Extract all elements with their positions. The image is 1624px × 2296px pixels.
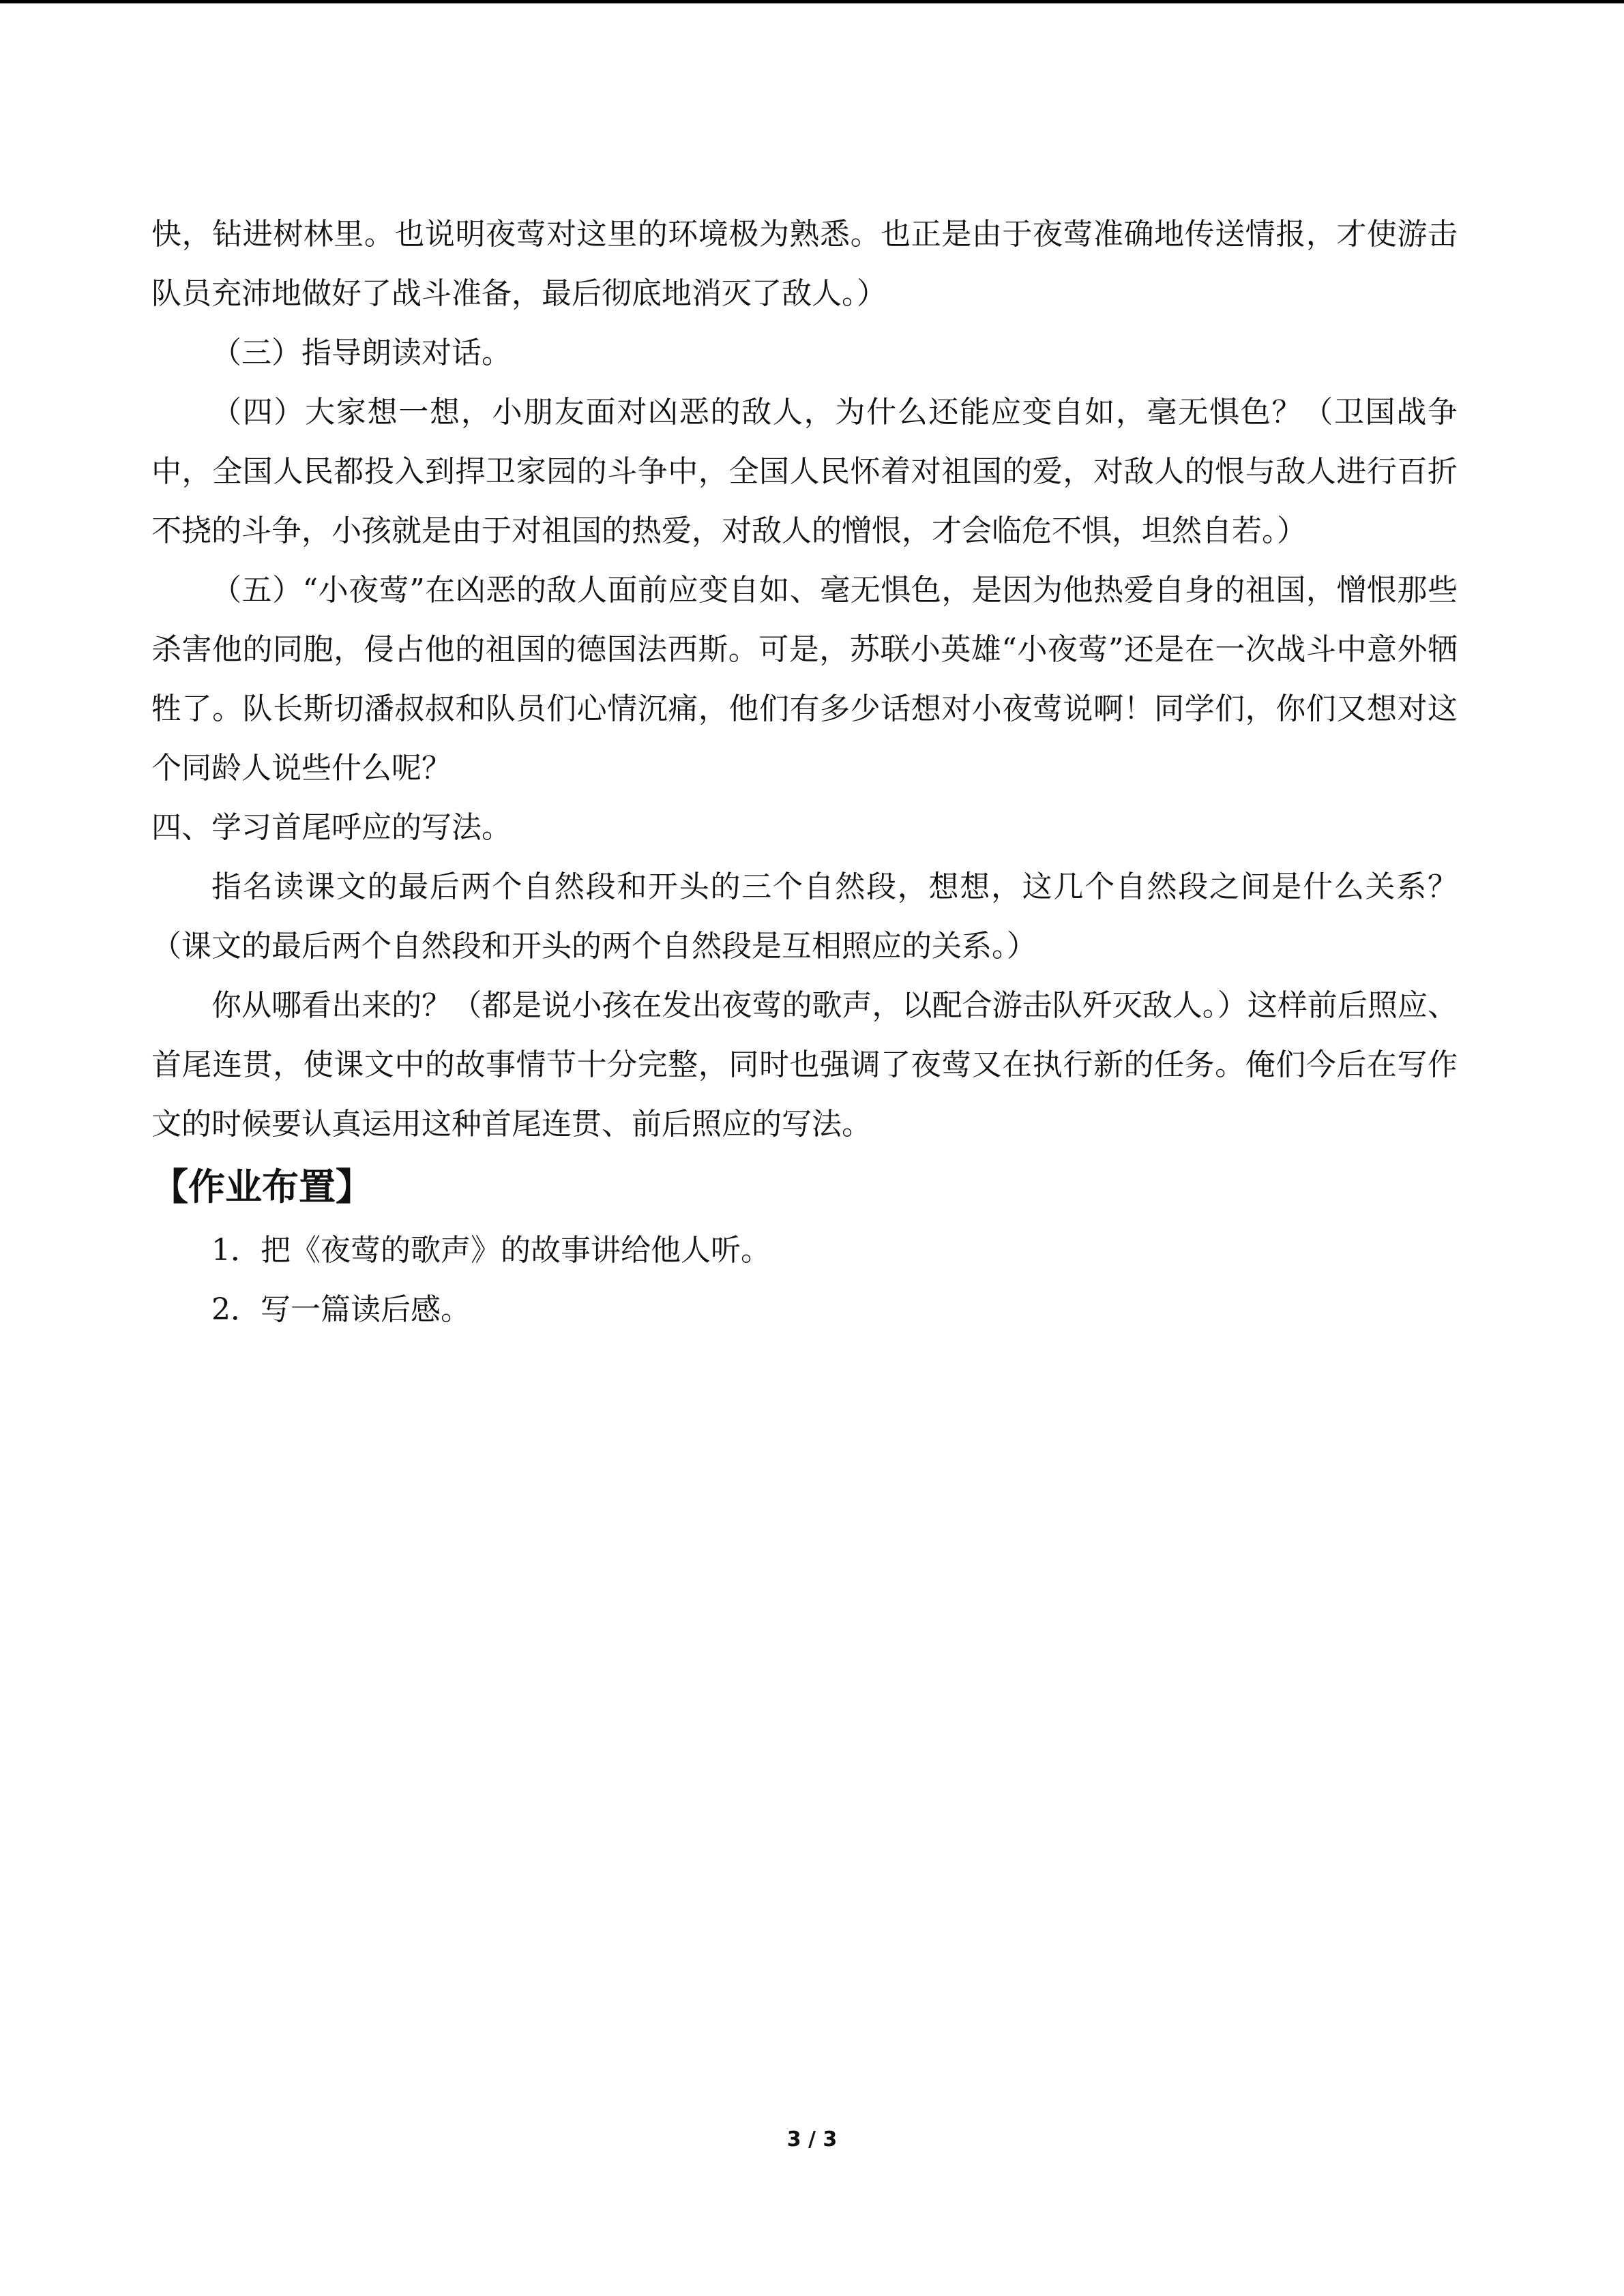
homework-item: 1．把《夜莺的歌声》的故事讲给他人听。: [211, 1233, 771, 1268]
paragraph-reading-task: 指名读课文的最后两个自然段和开头的三个自然段，想想，这几个自然段之间是什么关系？（课文的最后两个自然段和开头的两个自然段是互相照应的关系。）: [151, 869, 1458, 964]
paragraph-question-four: （四）大家想一想，小朋友面对凶恶的敌人，为什么还能应变自如，毫无惧色？（卫国战争中，全国人民都投入到捍卫家园的斗争中，全国人民怀着对祖国的爱，对敌人的恨与敌人进行百折不挠的斗争，小孩就是由于对祖国的热爱，对敌人的憎恨，才会临危不惧，坦然自若。）: [151, 395, 1458, 548]
paragraph-question-five: （五）“小夜莺”在凶恶的敌人面前应变自如、毫无惧色，是因为他热爱自身的祖国，憎恨那些杀害他的同胞，侵占他的祖国的德国法西斯。可是，苏联小英雄“小夜莺”还是在一次战斗中意外牺牲了。队长斯切潘叔叔和队员们心情沉痛，他们有多少话想对小夜莺说啊！同学们，你们又想对这个同龄人说些什么呢？: [151, 573, 1458, 786]
paragraph-guide-reading: （三）指导朗读对话。: [211, 336, 512, 370]
paragraph-explanation: 你从哪看出来的？（都是说小孩在发出夜莺的歌声，以配合游击队歼灭敌人。）这样前后照应、首尾连贯，使课文中的故事情节十分完整，同时也强调了夜莺又在执行新的任务。俺们今后在写作文的时候要认真运用这种首尾连贯、前后照应的写法。: [151, 988, 1458, 1142]
section-heading-four: 四、学习首尾呼应的写法。: [151, 810, 512, 845]
homework-list: [151, 1221, 1458, 1339]
document-body: [151, 205, 1458, 1339]
page-number: 3 / 3: [786, 2128, 838, 2151]
top-border-line: [0, 0, 1624, 3]
homework-title: 【作业布置】: [151, 1165, 372, 1208]
homework-item: 2．写一篇读后感。: [211, 1292, 471, 1327]
paragraph-continuation: 快，钻进树林里。也说明夜莺对这里的环境极为熟悉。也正是由于夜莺准确地传送情报，才使游击队员充沛地做好了战斗准备，最后彻底地消灭了敌人。）: [151, 217, 1458, 311]
